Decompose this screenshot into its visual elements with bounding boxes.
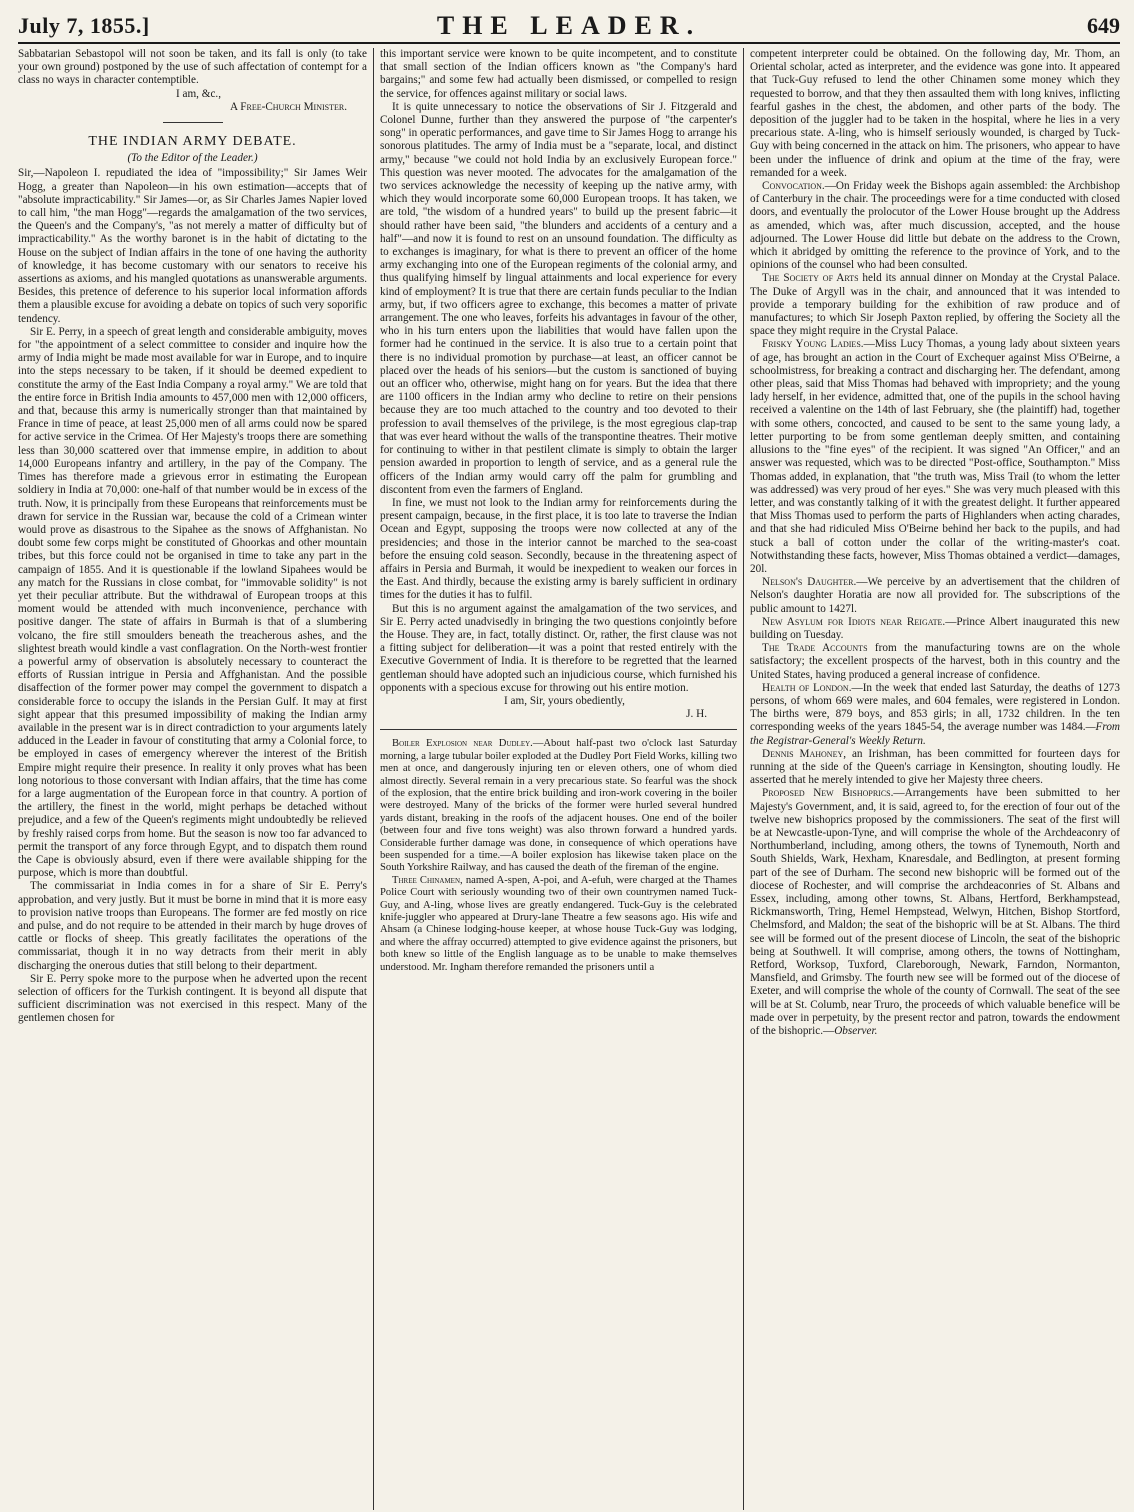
newspaper-title: THE LEADER.: [436, 11, 702, 40]
news-item-title: The Society of Arts: [762, 272, 859, 285]
article-paragraph: Sir E. Perry spoke more to the purpose when he adverted upon the recent selection of officers for the Turkish contingent. It is beyond all dispute that sufficient discrimination was not exercised in this respect. Many of the gentlemen chosen for: [18, 972, 367, 1025]
issue-date: July 7, 1855.]: [18, 13, 150, 38]
news-item-text: —We perceive by an advertisement that the children of Nelson's daughter Horatia are now all provided for. The subscriptions of the public amount to 1427l.: [750, 576, 1120, 615]
divider: [163, 122, 223, 123]
news-item: [750, 682, 1120, 748]
article-paragraph: But this is no argument against the amalgamation of the two services, and Sir E. Perry acted unadvisedly in bringing the two questions conjointly before the House. They are, in fact, totally distinct. Or, rather, the first clause was not a fitting subject for deliberation—it was a point that rested entirely with the Executive Government of India. It is therefore to be regretted that the learned gentleman should have adopted such an injudicious course, which furnished his opponents with a specious excuse for throwing out his entire motion.: [380, 602, 737, 694]
article-subheading: (To the Editor of the Leader.): [127, 152, 258, 165]
article-heading: THE INDIAN ARMY DEBATE.: [88, 134, 297, 150]
news-item: [380, 738, 737, 874]
news-item-text: —Prince Albert inaugurated this new building on Tuesday.: [750, 615, 1120, 641]
article-paragraph: this important service were known to be quite incompetent, and to constitute that small section of the Indian officers known as "the Company's hard bargains;" and some few had actually been dismissed, or compelled to resign the service, for offences against military or social laws.: [380, 48, 737, 100]
column-1: [18, 48, 374, 1510]
columns: [18, 48, 1120, 1510]
letter-initials: J. H.: [686, 708, 707, 721]
news-item-title: Boiler Explosion near Dudley.: [392, 738, 533, 750]
news-item-text: named A-spen, A-poi, and A-efuh, were charged at the Thames Police Court with seriously wounding two of their own countrymen named Tuck-Guy, and A-ling, whose lives are greatly endangered. Tuck-Guy is the celebrated knife-juggler who appeared at Drury-lane Theatre a few seasons ago. His wife and Ahsam (a Chinese lodging-house keeper, at whose house Tuck-Guy was lodging, and where the affray occurred) attempted to give evidence against the prisoners, but both knew so little of the English language as to be unable to make themselves understood. Mr. Ingham therefore remanded the prisoners until a: [380, 874, 737, 973]
news-item-title: Health of London.: [762, 681, 852, 694]
divider: [380, 729, 737, 730]
news-item: [750, 576, 1120, 616]
article-paragraph: The commissariat in India comes in for a share of Sir E. Perry's approbation, and very justly. But it must be borne in mind that it is more easy to provision native troops than Europeans. The former are fed mostly on rice and pulse, and do not require to be attended in their march by huge droves of cattle or flocks of sheep. This greatly facilitates the operations of the commissariat, though it in no way detracts from their merit in ably discharging the onerous duties that still belong to their department.: [18, 880, 367, 972]
news-item-text: from the manufacturing towns are on the whole satisfactory; the excellent prospects of the harvest, both in this country and the United States, having produced a general increase of confidence.: [750, 642, 1120, 681]
news-item-title: Frisky Young Ladies.: [762, 338, 864, 351]
article-paragraph: In fine, we must not look to the Indian army for reinforcements during the present campaign, because, in the first place, it is too late to traverse the Indian Ocean and Egypt, supposing the troops were now collected at any of the presidencies; and those in the interior cannot be marched to the sea-coast before the ensuing cold season. Secondly, because in the threatening aspect of affairs in Persia and Burmah, it would be inexpedient to weaken our forces in the East. And thirdly, because the existing army is barely sufficient in ordinary times for the duties it has to fulfil.: [380, 496, 737, 602]
news-item: [750, 787, 1120, 1038]
news-item-text: —On Friday week the Bishops again assembled: the Archbishop of Canterbury in the chair. The proceedings were for a time conducted with closed doors, and eventually the prolocutor of the Lower House brought up the Address as amended, which was, after much discussion, accepted, and the house adjourned. The Lower House did little but debate on the address to the Crown, which it abridged by omitting the reference to the province of York, and to the opinions of the counsel who had been consulted.: [750, 180, 1120, 272]
news-item-title: Proposed New Bishoprics.: [762, 787, 894, 800]
news-item: [750, 272, 1120, 338]
letter-end-paragraph: Sabbatarian Sebastopol will not soon be taken, and its fall is only (to take your own ground) postponed by the use of such affectation of contempt for a class no ways in character contemptible.: [18, 48, 367, 87]
article-paragraph: Sir,—Napoleon I. repudiated the idea of "impossibility;" Sir James Weir Hogg, a greater than Napoleon—in his own estimation—accepts that of "absolute impracticability." Sir James—or, as Sir Charles James Napier loved to call him, "the man Hogg"—regards the amalgamation of the two services, the Queen's and the Company's, "as not merely a matter of difficulty but of impracticability." As the worthy baronet is in the habit of dictating to the House on the subject of Indian affairs in the tone of one having the authority of knowledge, it has become customary with our senators to receive his assertions as axioms, and his mangled quotations as unanswerable arguments. Besides, this pretence of deference to his superior local information affords them a plausible excuse for avoiding a debate on topics of such very soporific tendency.: [18, 167, 367, 325]
news-item-text: —About half-past two o'clock last Saturday morning, a large tubular boiler exploded at the Dudley Port Field Works, killing two men at once, and dangerously injuring ten or eleven others, one of whom died almost directly. Several remain in a very precarious state. So fearful was the shock of the explosion, that the entire brick building and iron-work covering in the boiler were destroyed. Many of the bricks of the former were hurled several hundred yards distant, breaking in the roofs of the adjacent houses. One end of the boiler (between four and five tons weight) was also thrown forward a hundred yards. Considerable further damage was done, in consequence of which operations have been suspended for a time.—A boiler explosion has likewise taken place on the South Yorkshire Railway, and has caused the death of the fireman of the engine.: [380, 738, 737, 874]
news-item-text: —In the week that ended last Saturday, the deaths of 1273 persons, of whom 669 were males, and 604 females, were registered in London. The births were, 879 boys, and 853 girls; in all, 1732 children. In the ten corresponding weeks of the years 1845-54, the average number was 1484.: [750, 681, 1120, 734]
news-item: [750, 748, 1120, 788]
news-item-text: an Irishman, has been committed for fourteen days for running at the side of the Queen's carriage in Kensington, shouting loudly. He asserted that he merely intended to give her Majesty three cheers.: [750, 747, 1120, 787]
news-item: [750, 180, 1120, 272]
news-item-text: —Arrangements have been submitted to her Majesty's Government, and, it is said, agreed to, for the erection of four out of the twelve new bishoprics proposed by the commissioners. The seat of the first will be at Newcastle-upon-Tyne, and will comprise the whole of the Archdeaconry of Northumberland, including, among others, the towns of Tynemouth, North and South Shields, Wark, Hexham, Knaresdale, and Bedlington, at present forming part of the see of Durham. The second new bishopric will be formed out of the diocese of Rochester, and will comprise the archdeaconries of St. Albans and Essex, including, among other towns, St. Albans, Hertford, Berkhampstead, Rickmansworth, Tring, Hemel Hempstead, Welwyn, Hitchen, Bishop Stortford, Chelmsford, and Maldon; the seat of the bishopric will be at St. Albans. The third see will be formed out of the present diocese of Lincoln, the seat of the bishopric being at Southwell. It will comprise, among others, the towns of Nottingham, Retford, Worksop, Tuxford, Clareborough, Newark, Farndon, Normanton, Mansfield, and Grimsby. The fourth new see will be formed out of the diocese of Exeter, and will comprise the whole of the county of Cornwall. The seat of the see will be at St. Columb, near Truro, the proceeds of which valuable benefice will be made over in perpetuity, by the present rector and patron, towards the endowment of the bishopric.—: [750, 787, 1120, 1038]
news-item-continued: competent interpreter could be obtained. On the following day, Mr. Thom, an Oriental scholar, acted as interpreter, and the evidence was gone into. It appeared that Tuck-Guy refused to lend the other Chinamen some money which they requested to borrow, and that they then assaulted them with long knives, inflicting fearful gashes in the chest, the abdomen, and other parts of the body. The deposition of the juggler had to be taken in the hospital, where he lies in a very precarious state. A-ling, who is himself seriously wounded, is charged by Tuck-Guy with being concerned in the attack on him. The prisoners, who appear to have been under the influence of drink and opium at the time of the fray, were remanded for a week.: [750, 48, 1120, 179]
news-item: [750, 642, 1120, 682]
news-item: [750, 616, 1120, 642]
news-item-title: Dennis Mahoney,: [762, 747, 847, 760]
news-item-source: Observer.: [834, 1025, 878, 1038]
news-item-title: The Trade Accounts: [762, 642, 868, 655]
masthead: [18, 10, 1120, 44]
news-item-source: —From the Registrar-General's Weekly Return.: [750, 721, 1120, 747]
column-2: [374, 48, 744, 1510]
letter-signature: A Free-Church Minister.: [230, 100, 347, 113]
column-3: [744, 48, 1120, 1510]
page-number: 649: [1087, 13, 1120, 38]
news-item: [380, 875, 737, 974]
article-paragraph: Sir E. Perry, in a speech of great length and considerable ambiguity, moves for "the appointment of a select committee to consider and inquire how the army of India might be made most available for war in Europe, and to inquire into the steps necessary to be taken, if it should be deemed expedient to constitute the army of the East India Company a royal army." We are told that the entire force in British India amounts to 457,000 men with 12,000 officers, and that, because this army is numerically stronger than that maintained by France in time of peace, at least 25,000 men of all arms could now be spared for active service in the Crimea. Of Her Majesty's troops there are something less than 30,000 scattered over that immense empire, in addition to about 14,000 Europeans infantry and artillery, in the pay of the Company. The Times has therefore made a grievous error in estimating the European soldiery in India at 70,000: one-half of that number would be in excess of the truth. Now, it is principally from these Europeans that reinforcements must be drawn for service in the Russian war, because the cold of a Crimean winter would prove as disastrous to the Sipahee as the snows of Affghanistan. No doubt some few corps might be constituted of Ghoorkas and other mountain tribes, but this force could not be organised in time to take any part in the campaign of 1855. And it is questionable if the lowland Sipahees would be any match for the Russians in close combat, for "immovable solidity" is not yet their peculiar attribute. But the withdrawal of European troops at this moment would be attended with much inconvenience, perchance with positive danger. The state of affairs in Burmah is that of a slumbering volcano, the fire still smoulders beneath the treacherous ashes, and the slightest breath would kindle a vast conflagration. On the North-west frontier a powerful army of observation is absolutely necessary to counteract the efforts of Russian intrigue in Persia and Affghanistan. And the possible disaffection of the former power may compel the government to dispatch a considerable force to occupy the islands in the Persian Gulf. It may at first sight appear that this presumed impossibility of making the Indian army available in the present war is in direct contradiction to your arguments lately adduced in the Leader in favour of constituting that army a Colonial force, to be employed in cases of emergency wherever the interest of the British Empire might require their presence. In reality it only proves what has been long notorious to those conversant with Indian affairs, that the time has come for a large augmentation of the European force in that country. A portion of the artillery, the finest in the world, might perhaps be detached without prejudice, and a few of the Queen's regiments might undoubtedly be relieved by freshly raised corps from home. But the season is now too far advanced to permit the transport of any force through Egypt, and to dispatch them round the Cape is obviously absurd, even if there were available shipping for the purpose, which is more than doubtful.: [18, 325, 367, 880]
news-item-title: Nelson's Daughter.: [762, 576, 857, 589]
letter-closing: I am, Sir, yours obediently,: [504, 694, 625, 707]
article-paragraph: It is quite unnecessary to notice the observations of Sir J. Fitzgerald and Colonel Dunne, further than they answered the purpose of "the carpenter's song" in operatic performances, and gave time to Sir James Hogg to arrange his sonorous platitudes. The army of India must be a "separate, local, and distinct army," because "we could not hold India by an exclusively European force." This question was never mooted. The advocates for the amalgamation of the two services acknowledge the necessity of keeping up the native army, with which they would incorporate some 60,000 European troops. It has taken, we are told, "the wisdom of a hundred years" to build up the present fabric—it should rather have been said, "the blunders and accidents of a century and a half"—and now it is found to rest on an unsound foundation. The difficulty as to exchanges is imaginary, for what is there to prevent an officer of the home army exchanging into one of the European regiments of the colonial army, and thus qualifying himself by lingual attainments and local experience for every kind of employment? It is true that there are certain funds peculiar to the Indian army, but, if two officers agree to exchange, this becomes a matter of private arrangement. The one who leaves, forfeits his advantages in favour of the other, who in his turn enters upon the liabilities that would have fallen upon the former had he continued in the service. It is also true to a certain point that there is no individual promotion by purchase—at least, an officer cannot be placed over the heads of his seniors—but the custom is sanctioned of buying out an officer who, otherwise, might hang on for years. But the idea that there are 1100 officers in the Indian army who decline to retire on their pensions because they are too much attached to the country and too devoted to their profession to avail themselves of the privilege, is the most egregious clap-trap that was ever heard without the walls of the transpontine theatres. Their motive for continuing to wither in that pestilent climate is simply to obtain the larger pension awarded in proportion to length of service, and as a general rule the officers of the Indian army would carry off the palm for grumbling and discontent from even the farmers of England.: [380, 100, 737, 496]
news-item-title: Three Chinamen,: [392, 874, 463, 886]
news-item-title: New Asylum for Idiots near Reigate.: [762, 615, 946, 628]
news-item: [750, 338, 1120, 576]
news-item-text: held its annual dinner on Monday at the Crystal Palace. The Duke of Argyll was in the chair, and announced that it was intended to provide a temporary building for the exhibition of raw produce and of manufactures; to which Sir Joseph Paxton replied, by offering the Society all the space they might require in the Crystal Palace.: [750, 272, 1120, 338]
letter-closing: I am, &c.,: [175, 87, 222, 100]
news-item-title: Convocation.: [762, 180, 825, 193]
news-item-text: —Miss Lucy Thomas, a young lady about sixteen years of age, has brought an action in the Court of Exchequer against Miss O'Beirne, a schoolmistress, for breaking a contract and discharging her. The defendant, among other pleas, said that Miss Thomas had behaved with impropriety; and the young lady herself, in her evidence, admitted that, one of the pupils in the school having received a valentine on the 14th of last February, she (the plaintiff) had, together with some others, concocted, and caused to be sent to the same young lady, a letter purporting to be from some gentleman deeply smitten, and containing allusions to the "fine eyes" of the recipient. It was signed "An Officer," and an answer was requested, which was to be directed "Post-office, Southampton." Miss Thomas added, in explanation, that "the truth was, Miss Trail (to whom the letter was addressed) was very proud of her eyes." She was very much pleased with this letter, and was constantly talking of it with the greatest delight. It further appeared that Miss Thomas used to perform the parts of Highlanders when acting charades, and that she had ridiculed Miss O'Beirne behind her back to the pupils, and had stuck a ball of cotton under the collar of the writing-master's coat. Notwithstanding these facts, however, Miss Thomas obtained a verdict—damages, 20l.: [750, 338, 1120, 575]
